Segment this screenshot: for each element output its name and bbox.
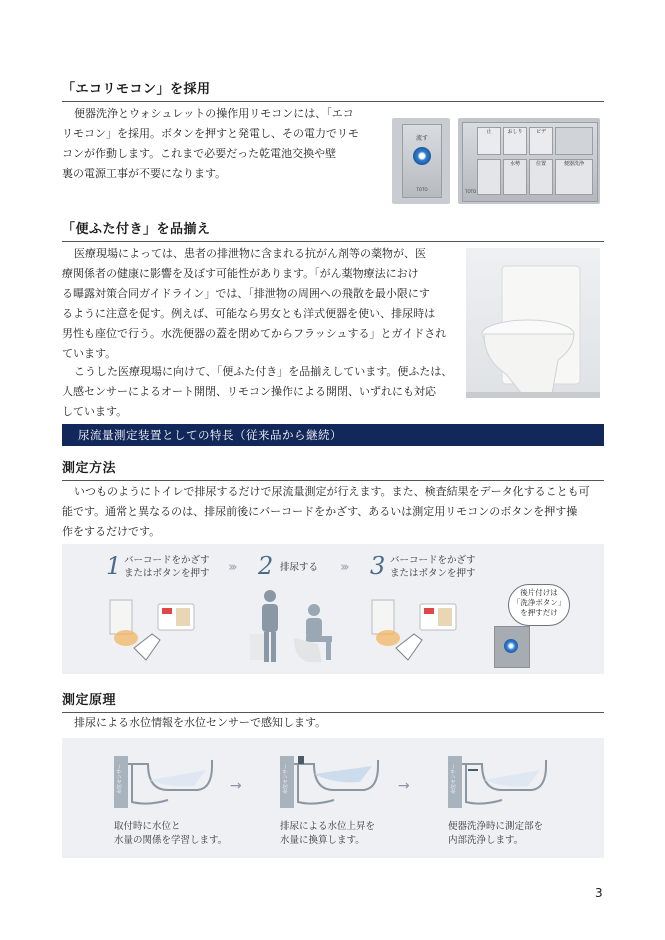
- flush-button-panel: [494, 626, 530, 668]
- principle-intro: 排尿による水位情報を水位センサーで感知します。: [74, 716, 327, 729]
- arrow-right-icon: →: [230, 778, 242, 794]
- principle-panel: [62, 738, 604, 858]
- heading-method: 測定方法: [62, 457, 604, 481]
- principle-diagram-3: [442, 750, 552, 812]
- sensor-label: 水位センサー: [117, 763, 123, 794]
- eco-remote-large-photo: 止 おしり ビデ 水勢 位置 便器洗浄 TOTO: [458, 118, 600, 204]
- step-1-illustration: [106, 594, 206, 666]
- step-1-text: バーコードをかざす またはボタンを押す: [124, 555, 210, 579]
- step-3-illustration: [368, 594, 468, 666]
- eco-remote-small-photo: 流す TOTO: [392, 118, 450, 204]
- heading-principle: 測定原理: [62, 689, 604, 713]
- principle-diagram-2: [274, 750, 384, 812]
- chevron-right-icon: ›››: [340, 560, 347, 575]
- toilet-illustration: [466, 248, 600, 398]
- principle-diagram-1: [108, 750, 218, 812]
- page-number: 3: [595, 886, 603, 900]
- features-banner: 尿流量測定装置としての特長（従来品から継続）: [62, 424, 604, 446]
- principle-caption-1: 取付時に水位と 水量の関係を学習します。: [114, 821, 228, 846]
- heading-lid: 「便ふた付き」を品揃え: [62, 218, 604, 242]
- cleanup-note-bubble: 後片付けは 「洗浄ボタン」 を押すだけ: [508, 584, 570, 626]
- toilet-with-lid-photo: [466, 248, 600, 398]
- step-3-number: 3: [370, 552, 386, 580]
- step-2-number: 2: [258, 552, 274, 580]
- eco-remote-text: 便器洗浄とウォシュレットの操作用リモコンには、「エコ リモコン」を採用。ボタンを押すと発電し、その電力でリモ コンが作動します。これまで必要だった乾電池交換や壁 裏の電源工事が不要になります。: [62, 107, 359, 180]
- method-text: いつものようにトイレで排尿するだけで尿流量測定が行えます。また、検査結果をデータ化することも可 能です。通常と異なるのは、排尿前後にバーコードをかざす、あるいは測定用リモコンのボタンを押す操 作をするだけです。: [62, 485, 590, 538]
- principle-caption-2: 排尿による水位上昇を 水量に換算します。: [280, 821, 376, 846]
- method-steps-panel: [62, 544, 604, 674]
- step-2-illustration: [248, 588, 340, 668]
- step-2-text: 排尿する: [280, 562, 319, 573]
- lid-text-2: こうした医療現場に向けて、「便ふた付き」を品揃えしています。便ふたは、 人感センサーによるオート開閉、リモコン操作による開閉、いずれにも対応 しています。: [62, 365, 453, 418]
- lid-text-1: 医療現場によっては、患者の排泄物に含まれる抗がん剤等の薬物が、医 療関係者の健康に影響を及ぼす可能性があります。「がん薬物療法におけ る曝露対策合同ガイドライン」では、「排泄物の周囲への飛散を最小限にす るように注意を促す。例えば、可能なら男女とも洋式便器を使い、排尿時は 男性も座位で行う。水洗便器の蓋を閉めてからフラッシュする」とガイドされ ています。: [62, 247, 447, 360]
- flush-button-icon: [413, 147, 431, 165]
- chevron-right-icon: ›››: [228, 560, 235, 575]
- principle-caption-3: 便器洗浄時に測定部を 内部洗浄します。: [448, 821, 544, 846]
- step-1-number: 1: [106, 552, 122, 580]
- arrow-right-icon: →: [398, 778, 410, 794]
- sensor-label: 水位センサー: [283, 763, 289, 794]
- step-3-text: バーコードをかざす またはボタンを押す: [390, 555, 476, 579]
- flush-label: 流す: [415, 135, 428, 142]
- flush-button-icon: [504, 639, 518, 653]
- heading-eco-remote: 「エコリモコン」を採用: [62, 78, 604, 102]
- sensor-label: 水位センサー: [451, 763, 457, 794]
